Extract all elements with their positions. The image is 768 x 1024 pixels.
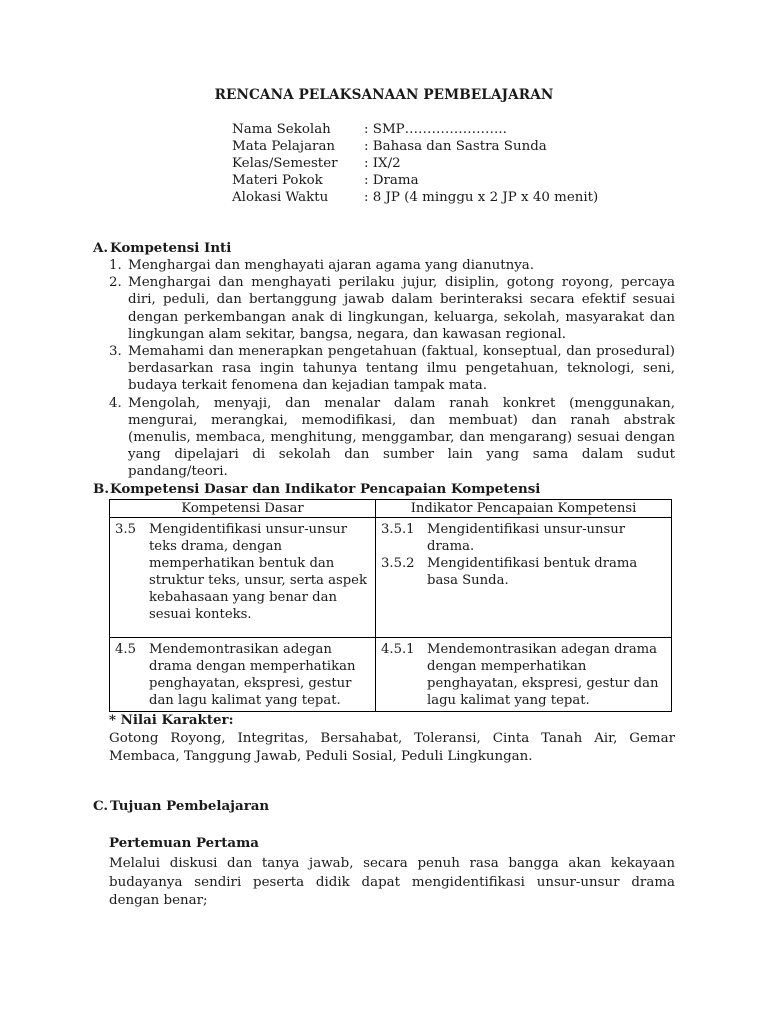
identity-label: Mata Pelajaran — [232, 139, 336, 154]
list-item-number: 4. — [109, 395, 122, 411]
nilai-karakter-title: * Nilai Karakter: — [109, 712, 234, 728]
section-title: Tujuan Pembelajaran — [110, 798, 270, 814]
identity-label: Kelas/Semester — [232, 156, 338, 171]
kd-code: 4.5 — [115, 642, 136, 657]
table-row — [110, 638, 672, 712]
indicator-code: 3.5.1 — [381, 522, 415, 537]
identity-row — [232, 155, 598, 172]
section-letter: C. — [93, 798, 109, 814]
section-c-heading — [93, 798, 269, 814]
indicator-text: Mendemontrasikan adegan drama dengan memperhatikan penghayatan, ekspresi, gestur dan lagu kalimat yang tepat. — [427, 642, 659, 708]
tujuan-paragraph: Melalui diskusi dan tanya jawab, secara penuh rasa bangga akan kekayaan budayanya sendiri peserta didik dapat mengidentifikasi unsur-unsur drama dengan benar; — [109, 856, 675, 909]
identity-value: : Bahasa dan Sastra Sunda — [364, 139, 547, 154]
nilai-karakter — [109, 711, 675, 767]
list-item — [109, 274, 675, 343]
section-a-heading — [93, 240, 231, 256]
document-title: RENCANA PELAKSANAAN PEMBELAJARAN — [214, 87, 554, 103]
table-cell — [110, 638, 376, 712]
identity-value: : Drama — [364, 173, 419, 188]
kd-code: 3.5 — [115, 522, 136, 537]
section-b-heading — [93, 481, 540, 497]
identity-row — [232, 172, 598, 189]
section-letter: A. — [93, 240, 109, 256]
table-cell — [376, 638, 672, 712]
table-row — [110, 518, 672, 638]
section-letter: B. — [93, 481, 109, 497]
list-item — [109, 343, 675, 395]
identity-label: Alokasi Waktu — [232, 190, 329, 205]
identity-row — [232, 121, 598, 138]
list-item-number: 2. — [109, 275, 122, 291]
list-item — [109, 395, 675, 481]
table-cell — [110, 518, 376, 638]
subsection-heading: Pertemuan Pertama — [109, 835, 259, 851]
identity-value: : SMP………………….. — [364, 122, 507, 137]
table-cell — [376, 518, 672, 638]
identity-row — [232, 138, 598, 155]
kompetensi-inti-list — [109, 257, 675, 481]
identity-block — [232, 121, 598, 206]
kompetensi-table — [109, 499, 672, 712]
table-header-row — [110, 500, 672, 518]
table-header-cell: Kompetensi Dasar — [110, 500, 376, 518]
table-header-cell: Indikator Pencapaian Kompetensi — [376, 500, 672, 518]
list-item — [109, 257, 675, 274]
identity-label: Materi Pokok — [232, 173, 323, 188]
identity-label: Nama Sekolah — [232, 122, 331, 137]
indicator-entry — [381, 521, 667, 555]
list-item-text: Menghargai dan menghayati ajaran agama yang dianutnya. — [128, 258, 535, 273]
indicator-code: 3.5.2 — [381, 556, 415, 571]
identity-value: : 8 JP (4 minggu x 2 JP x 40 menit) — [364, 190, 599, 205]
section-title: Kompetensi Dasar dan Indikator Pencapaian Kompetensi — [110, 481, 541, 497]
list-item-text: Mengolah, menyaji, dan menalar dalam ranah konkret (menggunakan, mengurai, merangkai, memodifikasi, dan membuat) dan ranah abstrak (menulis, membaca, menghitung, menggambar, dan mengarang) sesuai dengan yang dipelajari di sekolah dan sumber lain yang sama dalam sudut pandang/teori. — [128, 395, 675, 480]
identity-value: : IX/2 — [364, 156, 401, 171]
list-item-text: Memahami dan menerapkan pengetahuan (faktual, konseptual, dan prosedural) berdasarkan rasa ingin tahunya tentang ilmu pengetahuan, teknologi, seni, budaya terkait fenomena dan kejadian tampak mata. — [128, 344, 675, 394]
kd-text: Mengidentifikasi unsur-unsur teks drama, dengan memperhatikan bentuk dan struktur teks, unsur, serta aspek kebahasaan yang benar dan sesuai konteks. — [149, 522, 367, 622]
kd-text: Mendemontrasikan adegan drama dengan memperhatikan penghayatan, ekspresi, gestur dan lagu kalimat yang tepat. — [149, 642, 356, 708]
identity-row — [232, 189, 598, 206]
list-item-text: Menghargai dan menghayati perilaku jujur, disiplin, gotong royong, percaya diri, peduli, dan bertanggung jawab dalam berinteraksi secara efektif sesuai dengan perkembangan anak di lingkungan, keluarga, sekolah, masyarakat dan lingkungan alam sekitar, bangsa, negara, dan kawasan regional. — [128, 275, 675, 342]
nilai-karakter-text: Gotong Royong, Integritas, Bersahabat, Toleransi, Cinta Tanah Air, Gemar Membaca, Tanggung Jawab, Peduli Sosial, Peduli Lingkungan. — [109, 730, 675, 764]
indicator-entry — [381, 555, 667, 589]
indicator-text: Mengidentifikasi bentuk drama basa Sunda. — [427, 556, 638, 588]
section-title: Kompetensi Inti — [110, 240, 232, 256]
indicator-text: Mengidentifikasi unsur-unsur drama. — [427, 522, 626, 554]
list-item-number: 3. — [109, 344, 122, 360]
indicator-code: 4.5.1 — [381, 642, 415, 657]
list-item-number: 1. — [109, 258, 122, 273]
indicator-entry — [381, 641, 667, 709]
